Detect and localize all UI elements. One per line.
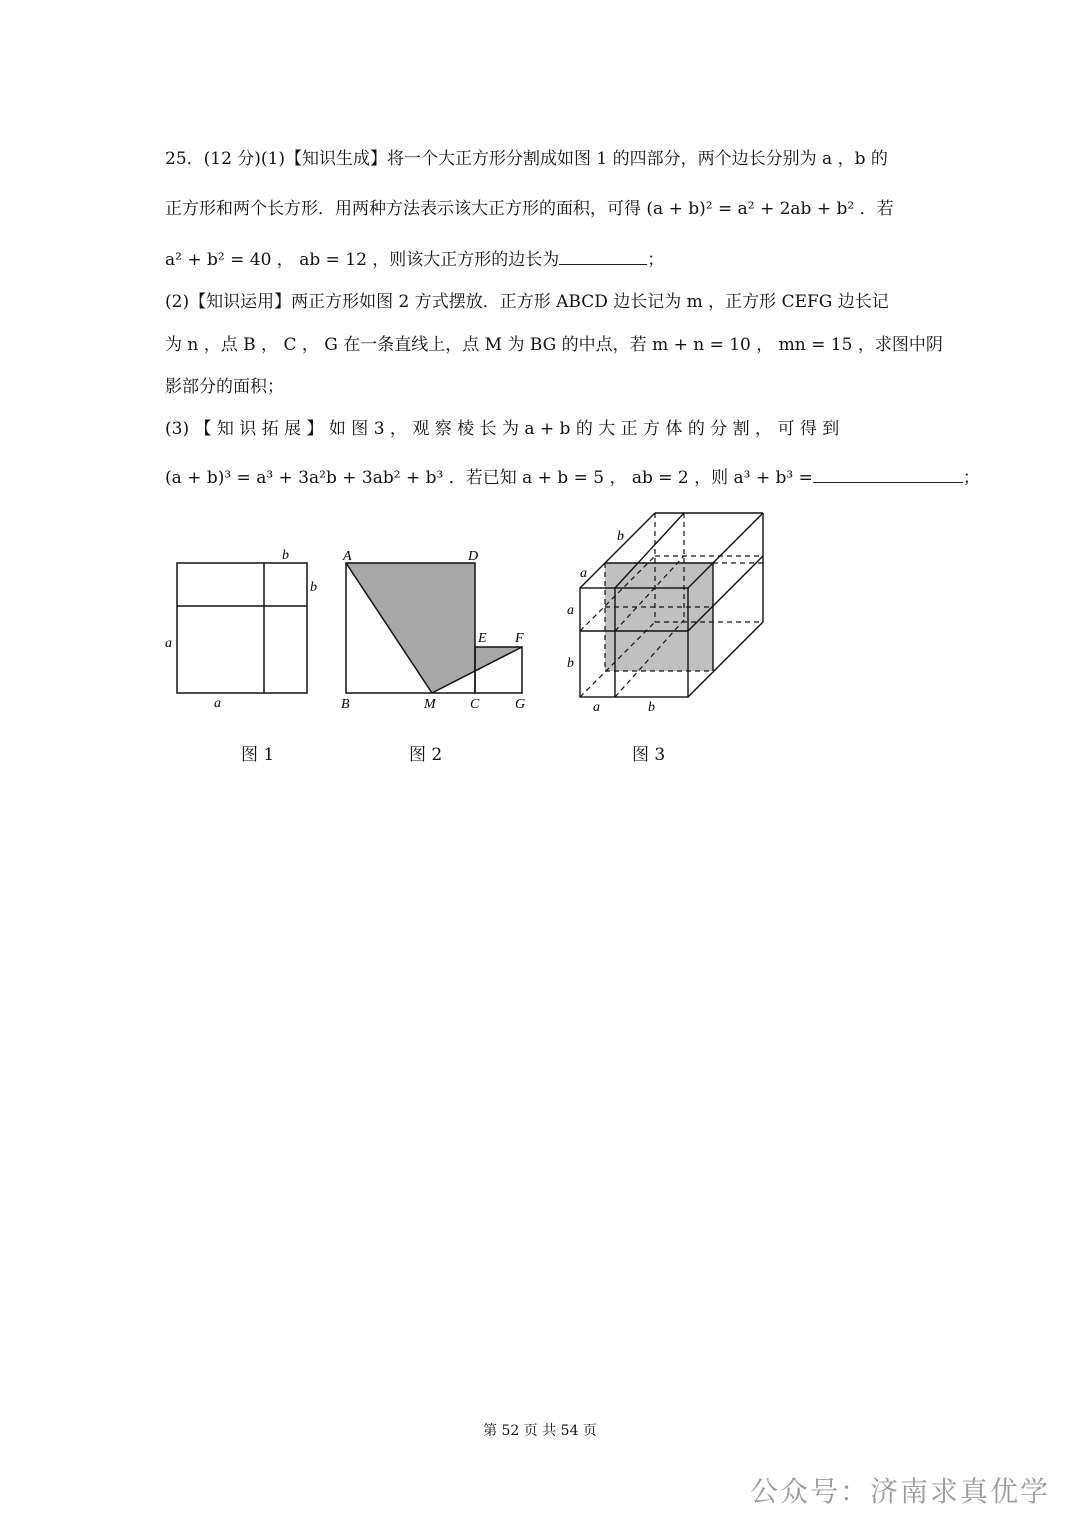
label-a: a: [214, 696, 221, 711]
question-line-4: (2)【知识运用】两正方形如图 2 方式摆放．正方形 ABCD 边长记为 m ，正方形 CEFG 边长记: [165, 292, 889, 312]
question-text: a² + b² = 40 ， ab = 12 ，则该大正方形的边长为: [165, 250, 560, 270]
label-a: a: [567, 603, 574, 618]
question-line-5: 为 n ，点 B ， C ， G 在一条直线上，点 M 为 BG 的中点，若 m + n = 10 ， mn = 15 ，求图中阴: [165, 335, 943, 355]
point-C: C: [470, 697, 480, 712]
question-line-2: 正方形和两个长方形．用两种方法表示该大正方形的面积，可得 (a + b)² = a² + 2ab + b² ．若: [165, 199, 894, 219]
figure-3: [580, 513, 763, 697]
watermark: 公众号：济南求真优学: [749, 1475, 1050, 1508]
page-footer: 第 52 页 共 54 页: [483, 1423, 597, 1439]
label-a: a: [593, 700, 600, 715]
question-line-7: (3) 【 知 识 拓 展 】 如 图 3 ， 观 察 棱 长 为 a + b 的 大 正 方 体 的 分 割 ， 可 得 到: [165, 419, 840, 439]
label-b: b: [310, 580, 317, 595]
label-a: a: [580, 566, 587, 581]
point-B: B: [341, 697, 350, 712]
caption-figure-1: 图 1: [241, 745, 275, 765]
figures: [0, 0, 1080, 760]
caption-figure-3: 图 3: [632, 745, 666, 765]
label-b: b: [282, 548, 289, 563]
label-a: a: [165, 636, 172, 651]
point-F: F: [515, 631, 524, 646]
figure-1: [177, 563, 307, 693]
label-b: b: [648, 700, 655, 715]
label-b: b: [617, 529, 624, 544]
punct: ；: [647, 250, 665, 270]
point-M: M: [424, 697, 436, 712]
point-D: D: [468, 549, 479, 564]
point-A: A: [343, 549, 352, 564]
question-text: (a + b)³ = a³ + 3a²b + 3ab² + b³ ．若已知 a + b = 5 ， ab = 2 ，则 a³ + b³ =: [165, 468, 813, 488]
point-E: E: [478, 631, 487, 646]
punct: ；: [962, 468, 980, 488]
caption-figure-2: 图 2: [409, 745, 443, 765]
figure-2: [346, 563, 522, 693]
point-G: G: [515, 697, 526, 712]
label-b: b: [567, 656, 574, 671]
question-line-1: 25．(12 分)(1)【知识生成】将一个大正方形分割成如图 1 的四部分，两个边长分别为 a ，b 的: [165, 149, 888, 169]
shaded-region: [346, 563, 522, 693]
question-line-6: 影部分的面积；: [165, 377, 284, 397]
